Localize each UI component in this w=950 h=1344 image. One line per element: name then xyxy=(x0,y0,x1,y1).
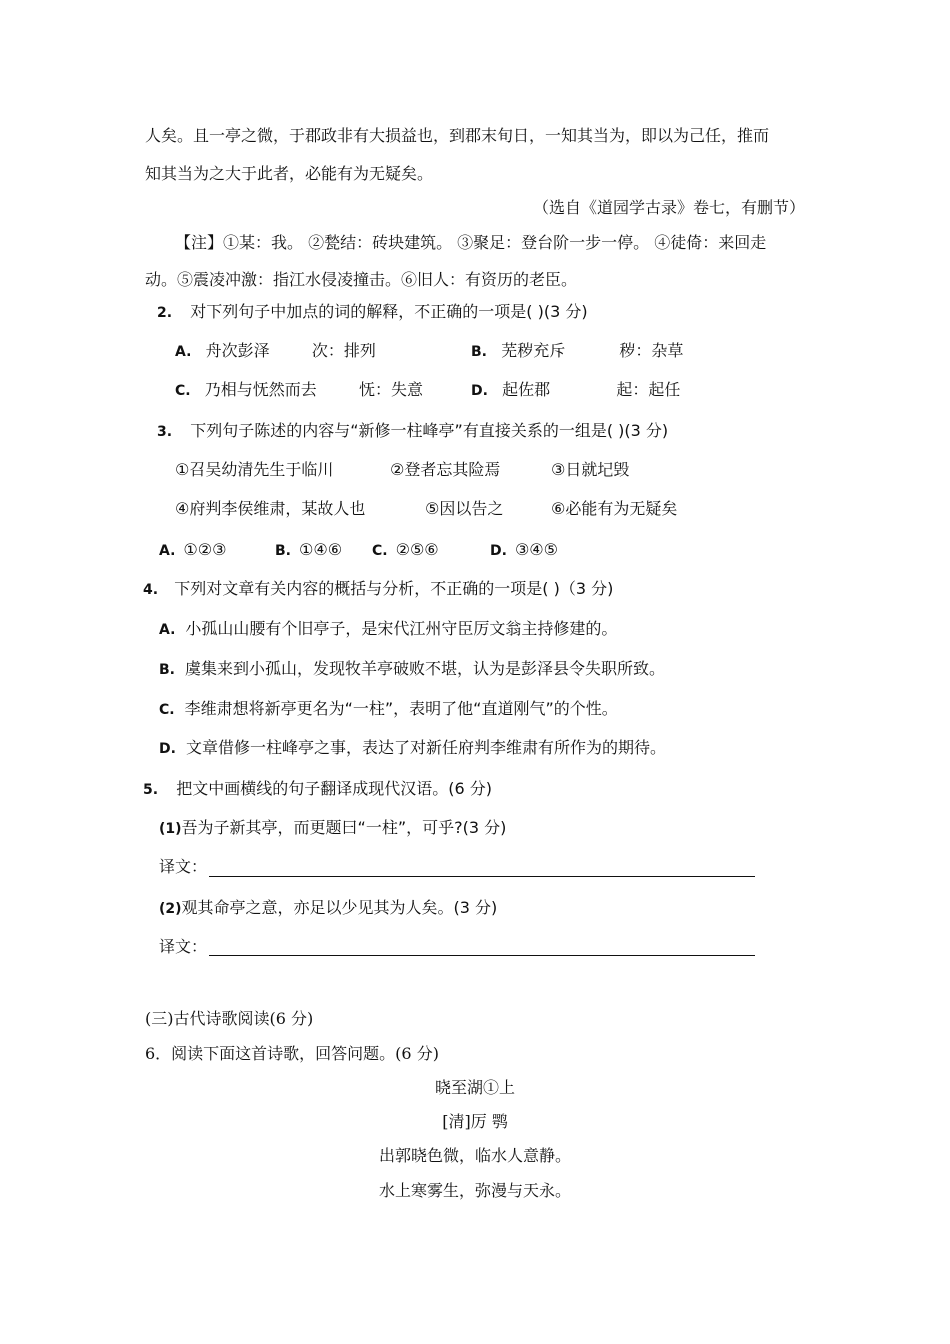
section3-heading: (三)古代诗歌阅读(6 分) xyxy=(145,1009,314,1028)
q3-number: 3. xyxy=(157,424,173,440)
passage-line-2: 知其当为之大于此者，必能有为无疑矣。 xyxy=(145,164,434,183)
q3-sentence-1: ①召吴幼清先生于临川 xyxy=(175,460,334,479)
poem-author: [清]厉 鹗 xyxy=(442,1112,508,1131)
passage-line-1: 人矣。且一亭之微，于郡政非有大损益也，到郡末旬日，一知其当为，即以为己任，推而 xyxy=(145,126,770,145)
q2-option-d: D. 起佐郡 起：起任 xyxy=(471,380,681,399)
q2-stem-text: 对下列句子中加点的词的解释，不正确的一项是( )(3 分) xyxy=(190,302,588,321)
notes-line-1: 【注】①某：我。 ②甃结：砖块建筑。 ③聚足：登台阶一步一停。 ④徒倚：来回走 xyxy=(175,233,767,252)
q5-part-1: (1)吾为子新其亭，而更题曰“一柱”，可乎?(3 分) xyxy=(159,818,507,837)
q3-option-c: C. ②⑤⑥ xyxy=(372,540,439,559)
q3-stem-text: 下列句子陈述的内容与“新修一柱峰亭”有直接关系的一组是( )(3 分) xyxy=(190,421,669,440)
q4-option-d: D. 文章借修一柱峰亭之事，表达了对新任府判李维肃有所作为的期待。 xyxy=(159,738,666,757)
q3-sentence-6: ⑥必能有为无疑矣 xyxy=(551,499,678,518)
poem-line-2: 水上寒雾生，弥漫与天永。 xyxy=(378,1181,571,1200)
q4-option-c: C. 李维肃想将新亭更名为“一柱”，表明了他“直道刚气”的个性。 xyxy=(159,699,618,718)
q4-stem-text: 下列对文章有关内容的概括与分析，不正确的一项是( )（3 分) xyxy=(174,579,614,598)
q2-stem xyxy=(157,302,588,323)
q5-answer-label-2: 译文： xyxy=(159,937,208,956)
q3-option-b: B. ①④⑥ xyxy=(275,540,343,559)
q4-option-a: A. 小孤山山腰有个旧亭子，是宋代江州守臣厉文翁主持修建的。 xyxy=(159,619,618,638)
q5-part-2: (2)观其命亭之意，亦足以少见其为人矣。(3 分) xyxy=(159,898,498,917)
q5-stem-text: 把文中画横线的句子翻译成现代汉语。(6 分) xyxy=(176,779,493,798)
q4-option-b: B. 虞集来到小孤山，发现牧羊亭破败不堪，认为是彭泽县令失职所致。 xyxy=(159,659,666,678)
q5-answer-line-2[interactable] xyxy=(209,955,755,956)
q3-stem xyxy=(157,421,668,442)
q2-option-b: B. 芜秽充斥 秽：杂草 xyxy=(471,341,684,360)
q3-sentence-5: ⑤因以告之 xyxy=(425,499,504,518)
q6-stem: 6．阅读下面这首诗歌，回答问题。(6 分) xyxy=(145,1044,439,1063)
poem-line-1: 出郭晓色微，临水人意静。 xyxy=(378,1146,571,1165)
q5-number: 5. xyxy=(143,782,159,798)
passage-source: （选自《道园学古录》卷七，有删节） xyxy=(532,198,805,217)
q5-answer-line-1[interactable] xyxy=(209,876,755,877)
q2-number: 2. xyxy=(157,305,173,321)
q3-option-a: A. ①②③ xyxy=(159,540,227,559)
q3-sentence-4: ④府判李侯维肃，某故人也 xyxy=(175,499,366,518)
q3-sentence-3: ③日就圮毁 xyxy=(551,460,630,479)
q2-option-a: A. 舟次彭泽 次：排列 xyxy=(175,341,376,360)
q5-answer-label-1: 译文： xyxy=(159,857,208,876)
q3-option-d: D. ③④⑤ xyxy=(490,540,558,559)
q2-option-c: C. 乃相与怃然而去 怃：失意 xyxy=(175,380,423,399)
q4-stem xyxy=(143,579,613,600)
poem-title: 晓至湖①上 xyxy=(434,1078,515,1097)
q4-number: 4. xyxy=(143,582,159,598)
q5-stem xyxy=(143,779,492,800)
q3-sentence-2: ②登者忘其险焉 xyxy=(390,460,501,479)
notes-line-2: 动。⑤震凌冲激：指江水侵凌撞击。⑥旧人：有资历的老臣。 xyxy=(145,270,578,289)
